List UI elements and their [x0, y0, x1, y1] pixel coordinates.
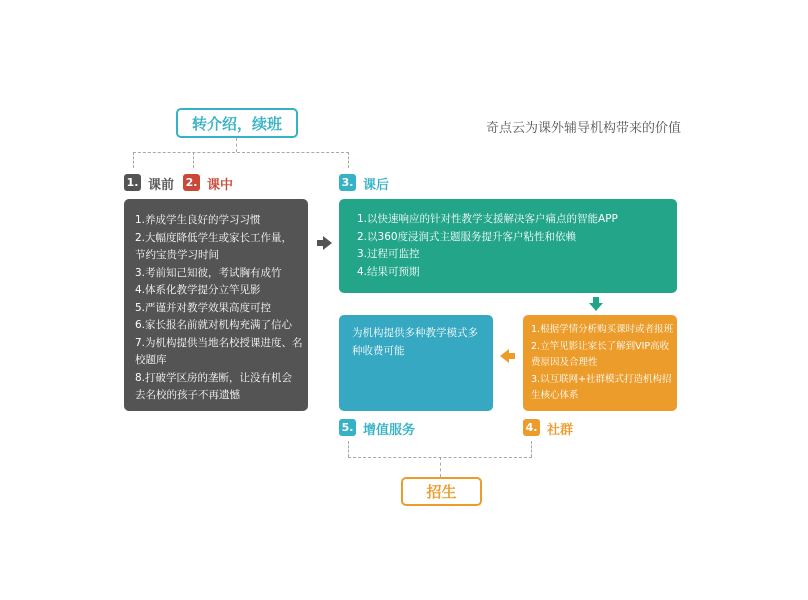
stage-2-badge: [183, 174, 200, 191]
list-item: 4.结果可预期: [357, 265, 420, 278]
stage-2-label: 课中: [207, 178, 234, 193]
list-item: 费原因及合理性: [531, 357, 598, 368]
list-item: 4.体系化教学提分立竿见影: [135, 284, 261, 296]
after-class-panel: [339, 199, 677, 293]
stage-2-number: 2.: [185, 176, 198, 189]
stage-5-badge: [339, 419, 356, 436]
stage-1-number: 1.: [126, 176, 139, 189]
referral-renewal-label: 转介绍，续班: [191, 114, 282, 133]
list-item: 为机构提供多种教学模式多: [352, 327, 478, 339]
top-connector-bar: [133, 152, 349, 153]
list-item: 7.为机构提供当地名校授课进度、名: [135, 336, 303, 349]
stage-4-badge: [523, 419, 540, 436]
list-item: 节约宝贵学习时间: [135, 249, 219, 261]
pre-in-class-list: [135, 212, 308, 405]
diagram-title: 奇点云为课外辅导机构带来的价值: [486, 121, 682, 136]
list-item: 8.打破学区房的垄断，让没有机会: [135, 371, 293, 384]
list-item: 1.根据学情分析购买课时或者报班: [531, 324, 674, 335]
top-connector-left: [133, 152, 134, 168]
enrollment-label: 招生: [426, 483, 457, 501]
list-item: 2.立竿见影让家长了解到VIP高收: [531, 340, 670, 352]
pre-in-class-panel: [124, 199, 308, 411]
value-added-panel: [339, 315, 493, 411]
referral-renewal-box: [176, 108, 298, 138]
stage-4-label: 社群: [547, 423, 574, 438]
list-item: 3.过程可监控: [357, 248, 420, 260]
community-list: [531, 322, 677, 405]
list-item: 1.以快速响应的针对性教学支援解决客户痛点的智能APP: [357, 213, 618, 225]
top-connector-mid: [193, 152, 194, 168]
top-connector-right: [348, 152, 349, 168]
left-arrow-icon: [500, 349, 516, 365]
list-item: 3.以互联网+社群模式打造机构招: [531, 373, 672, 385]
stage-3-number: 3.: [341, 176, 354, 189]
enrollment-box: [401, 477, 482, 506]
list-item: 1.养成学生良好的学习习惯: [135, 214, 261, 226]
stage-3-label: 课后: [363, 178, 390, 193]
after-class-list: [357, 211, 677, 281]
bottom-connector-stem: [440, 457, 441, 477]
list-item: 3.考前知己知彼，考试胸有成竹: [135, 266, 282, 279]
bottom-connector-left: [348, 441, 349, 457]
list-item: 2.大幅度降低学生或家长工作量，: [135, 231, 293, 244]
stage-4-number: 4.: [525, 421, 538, 434]
list-item: 生核心体系: [531, 390, 579, 401]
stage-3-badge: [339, 174, 356, 191]
list-item: 5.严谨并对教学效果高度可控: [135, 301, 272, 314]
bottom-connector-right: [531, 441, 532, 457]
list-item: 校题库: [135, 354, 167, 366]
list-item: 2.以360度浸润式主题服务提升客户粘性和依赖: [357, 230, 577, 243]
stage-1-label: 课前: [148, 178, 175, 193]
right-arrow-icon: [317, 236, 333, 252]
value-added-list: [352, 325, 493, 360]
stage-5-label: 增值服务: [363, 423, 416, 438]
list-item: 6.家长报名前就对机构充满了信心: [135, 319, 293, 331]
stage-5-number: 5.: [341, 421, 354, 434]
down-arrow-icon: [589, 297, 605, 313]
top-connector-stem: [236, 138, 237, 152]
community-panel: [523, 315, 677, 411]
list-item: 去名校的孩子不再遗憾: [135, 389, 240, 401]
stage-1-badge: [124, 174, 141, 191]
list-item: 种收费可能: [352, 344, 405, 357]
